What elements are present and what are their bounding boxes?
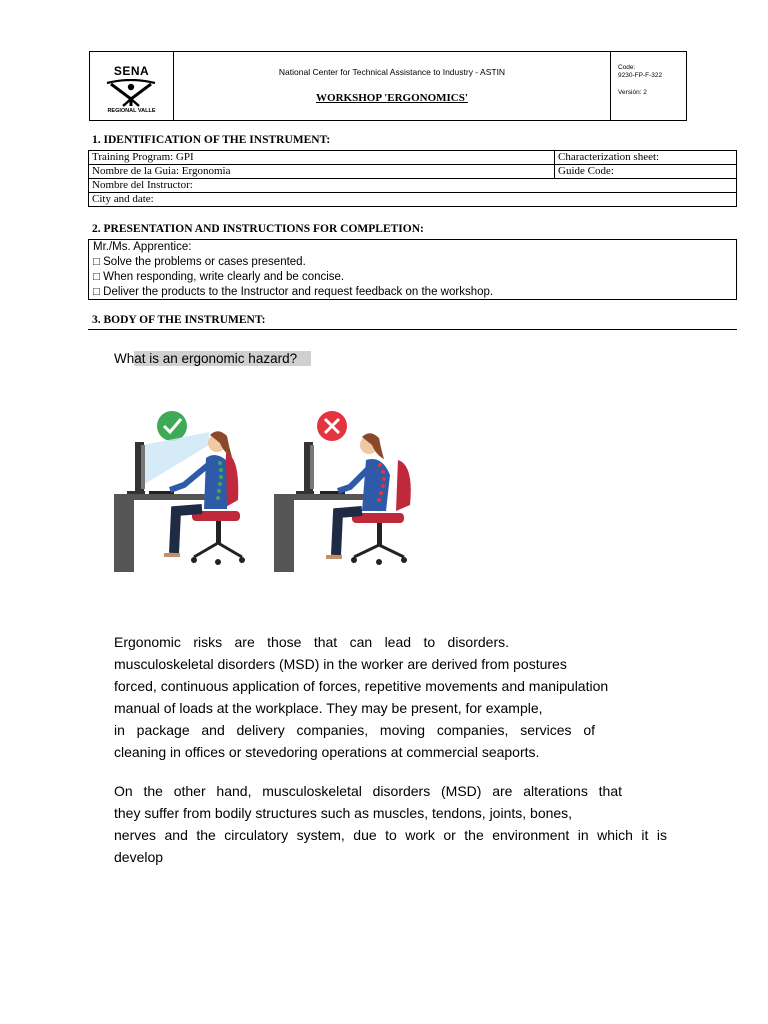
- version-label: Versión: 2: [618, 89, 647, 96]
- organization-name: National Center for Technical Assistance to Industry - ASTIN: [278, 67, 506, 77]
- question-highlight: at is an ergonomic hazard?: [134, 351, 311, 366]
- document-header: [89, 51, 687, 121]
- table-row: [89, 165, 737, 179]
- instructor-cell: Nombre del Instructor:: [89, 179, 737, 193]
- paragraph-line: cleaning in offices or stevedoring operations at commercial seaports.: [114, 744, 540, 760]
- paragraph-line: nerves and the circulatory system, due to work or the environment in which it is: [114, 827, 667, 843]
- paragraph-msd-definition: [114, 780, 670, 868]
- training-program-cell: Training Program: GPI: [89, 151, 555, 165]
- instruction-item: □ Deliver the products to the Instructor and request feedback on the workshop.: [93, 286, 494, 298]
- header-title-cell: [174, 52, 611, 120]
- section3-divider: [88, 329, 737, 330]
- guide-name-cell: Nombre de la Guia: Ergonomia: [89, 165, 555, 179]
- ergonomic-posture-illustration: [114, 405, 419, 577]
- section2-title: 2. PRESENTATION AND INSTRUCTIONS FOR COMPLETION:: [92, 223, 424, 235]
- question-text: [114, 351, 311, 366]
- table-row: [89, 179, 737, 193]
- check-icon: [157, 411, 187, 441]
- paragraph-line: Ergonomic risks are those that can lead to disorders.: [114, 634, 509, 650]
- characterization-sheet-cell: Characterization sheet:: [555, 151, 737, 165]
- workshop-title: WORKSHOP 'ERGONOMICS': [316, 92, 468, 104]
- sena-logo-icon: [105, 79, 157, 107]
- instruction-item: □ When responding, write clearly and be concise.: [93, 271, 345, 283]
- question-part: Wh: [114, 351, 135, 366]
- code-label: Code:: [618, 64, 636, 71]
- table-row: [89, 151, 737, 165]
- logo-subtext: REGIONAL VALLE: [107, 108, 156, 114]
- table-row: [89, 193, 737, 207]
- greeting: Mr./Ms. Apprentice:: [93, 241, 192, 253]
- sena-logo: [90, 52, 174, 120]
- section1-title: 1. IDENTIFICATION OF THE INSTRUMENT:: [92, 134, 331, 146]
- paragraph-line: manual of loads at the workplace. They may be present, for example,: [114, 700, 543, 716]
- paragraph-line: they suffer from bodily structures such as muscles, tendons, joints, bones,: [114, 805, 573, 821]
- city-date-cell: City and date:: [89, 193, 737, 207]
- logo-text: SENA: [113, 64, 150, 78]
- instructions-box: [88, 239, 737, 300]
- paragraph-line: On the other hand, musculoskeletal disorders (MSD) are alterations that: [114, 783, 622, 799]
- paragraph-line: musculoskeletal disorders (MSD) in the worker are derived from postures: [114, 656, 567, 672]
- correct-posture-figure: [114, 411, 245, 572]
- guide-code-cell: Guide Code:: [555, 165, 737, 179]
- code-cell: [611, 52, 686, 120]
- section3-title: 3. BODY OF THE INSTRUMENT:: [92, 314, 266, 326]
- incorrect-posture-figure: [274, 411, 411, 572]
- code-value: 9230-FP-F-322: [618, 72, 663, 79]
- identification-table: [88, 150, 737, 207]
- paragraph-line: forced, continuous application of forces, repetitive movements and manipulation: [114, 678, 609, 694]
- paragraph-line: develop: [114, 849, 164, 865]
- paragraph-line: in package and delivery companies, moving companies, services of: [114, 722, 595, 738]
- instruction-item: □ Solve the problems or cases presented.: [93, 256, 306, 268]
- paragraph-ergonomic-risks: [114, 631, 670, 763]
